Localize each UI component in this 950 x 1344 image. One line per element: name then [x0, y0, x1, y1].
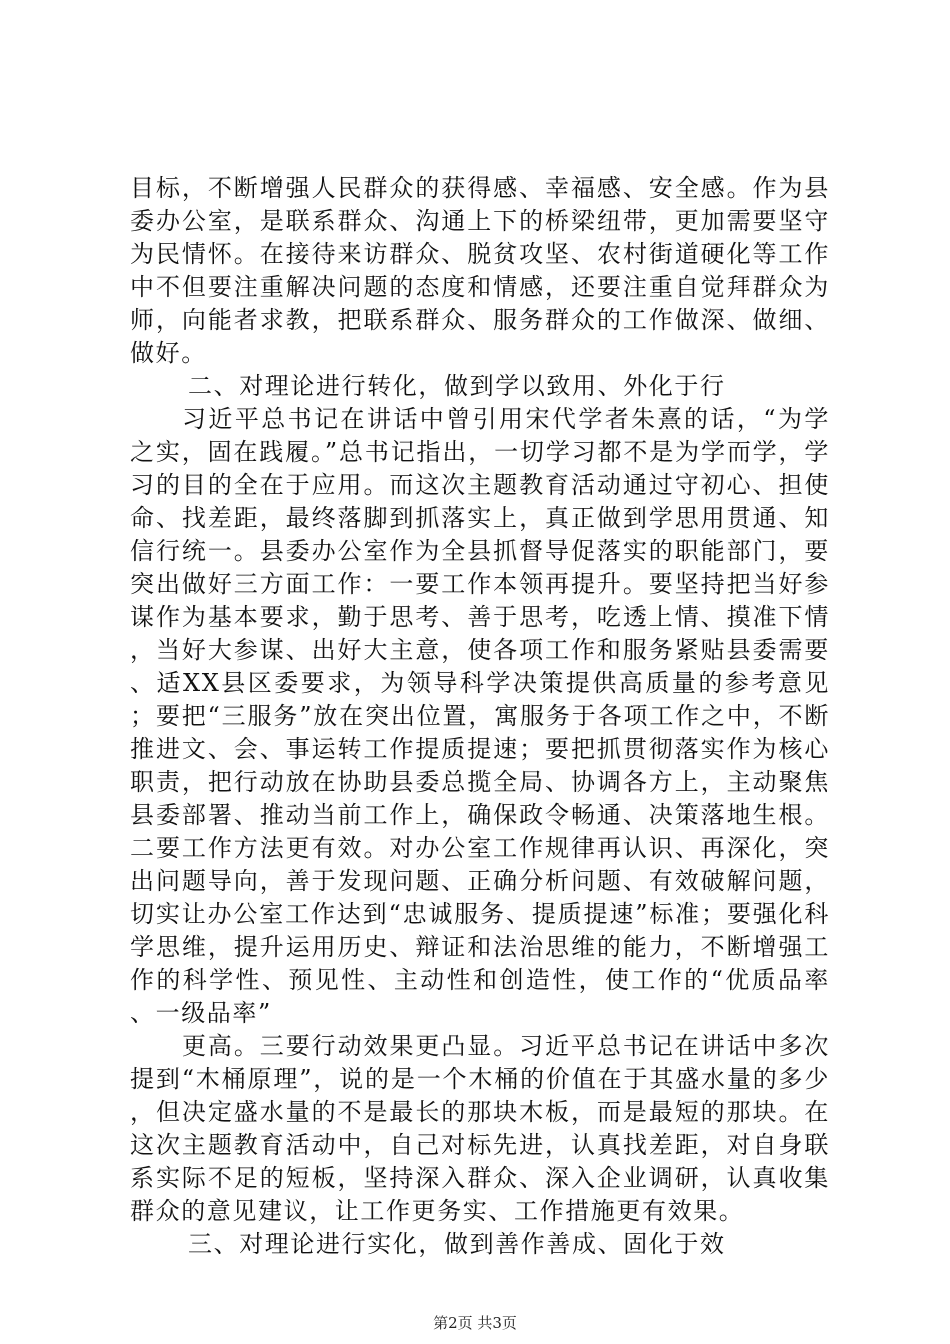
paragraph-section-2: 习近平总书记在讲话中曾引用宋代学者朱熹的话，“为学之实，固在践履。”总书记指出，一切学习都不是为学而学，学习的目的全在于应用。而这次主题教育活动通过守初心、担使命、找差距，最终落脚到抓落实上，真正做到学思用贯通、知信行统一。县委办公室作为全县抓督导促落实的职能部门，要突出做好三方面工作：一要工作本领再提升。要坚持把当好参谋作为基本要求，勤于思考、善于思考，吃透上情、摸准下情，当好大参谋、出好大主意，使各项工作和服务紧贴县委需要、适XX县区委要求，为领导科学决策提供高质量的参考意见；要把“三服务”放在突出位置，寓服务于各项工作之中，不断推进文、会、事运转工作提质提速；要把抓贯彻落实作为核心职责，把行动放在协助县委总揽全局、协调各方上，主动聚焦县委部署、推动当前工作上，确保政令畅通、决策落地生根。二要工作方法更有效。对办公室工作规律再认识、再深化，突出问题导向，善于发现问题、正确分析问题、有效破解问题，切实让办公室工作达到“忠诚服务、提质提速”标准；要强化科学思维，提升运用历史、辩证和法治思维的能力，不断增强工作的科学性、预见性、主动性和创造性，使工作的“优质品率、一级品率” — [130, 405, 830, 1027]
document-body — [130, 172, 830, 1261]
section-heading-2: 二、对理论进行转化，做到学以致用、外化于行 — [188, 372, 726, 400]
paragraph-section-2-continued: 更高。三要行动效果更凸显。习近平总书记在讲话中多次提到“木桶原理”，说的是一个木桶的价值在于其盛水量的多少，但决定盛水量的不是最长的那块木板，而是最短的那块。在这次主题教育活动中，自己对标先进，认真找差距，对自身联系实际不足的短板，坚持深入群众、深入企业调研，认真收集群众的意见建议，让工作更务实、工作措施更有效果。 — [130, 1032, 830, 1225]
section-heading-3: 三、对理论进行实化，做到善作善成、固化于效 — [188, 1230, 726, 1258]
page-footer: 第2页 共3页 — [433, 1314, 517, 1332]
paragraph-continuation: 目标，不断增强人民群众的获得感、幸福感、安全感。作为县委办公室，是联系群众、沟通上下的桥梁纽带，更加需要坚守为民情怀。在接待来访群众、脱贫攻坚、农村街道硬化等工作中不但要注重解决问题的态度和情感，还要注重自觉拜群众为师，向能者求教，把联系群众、服务群众的工作做深、做细、做好。 — [130, 174, 830, 367]
